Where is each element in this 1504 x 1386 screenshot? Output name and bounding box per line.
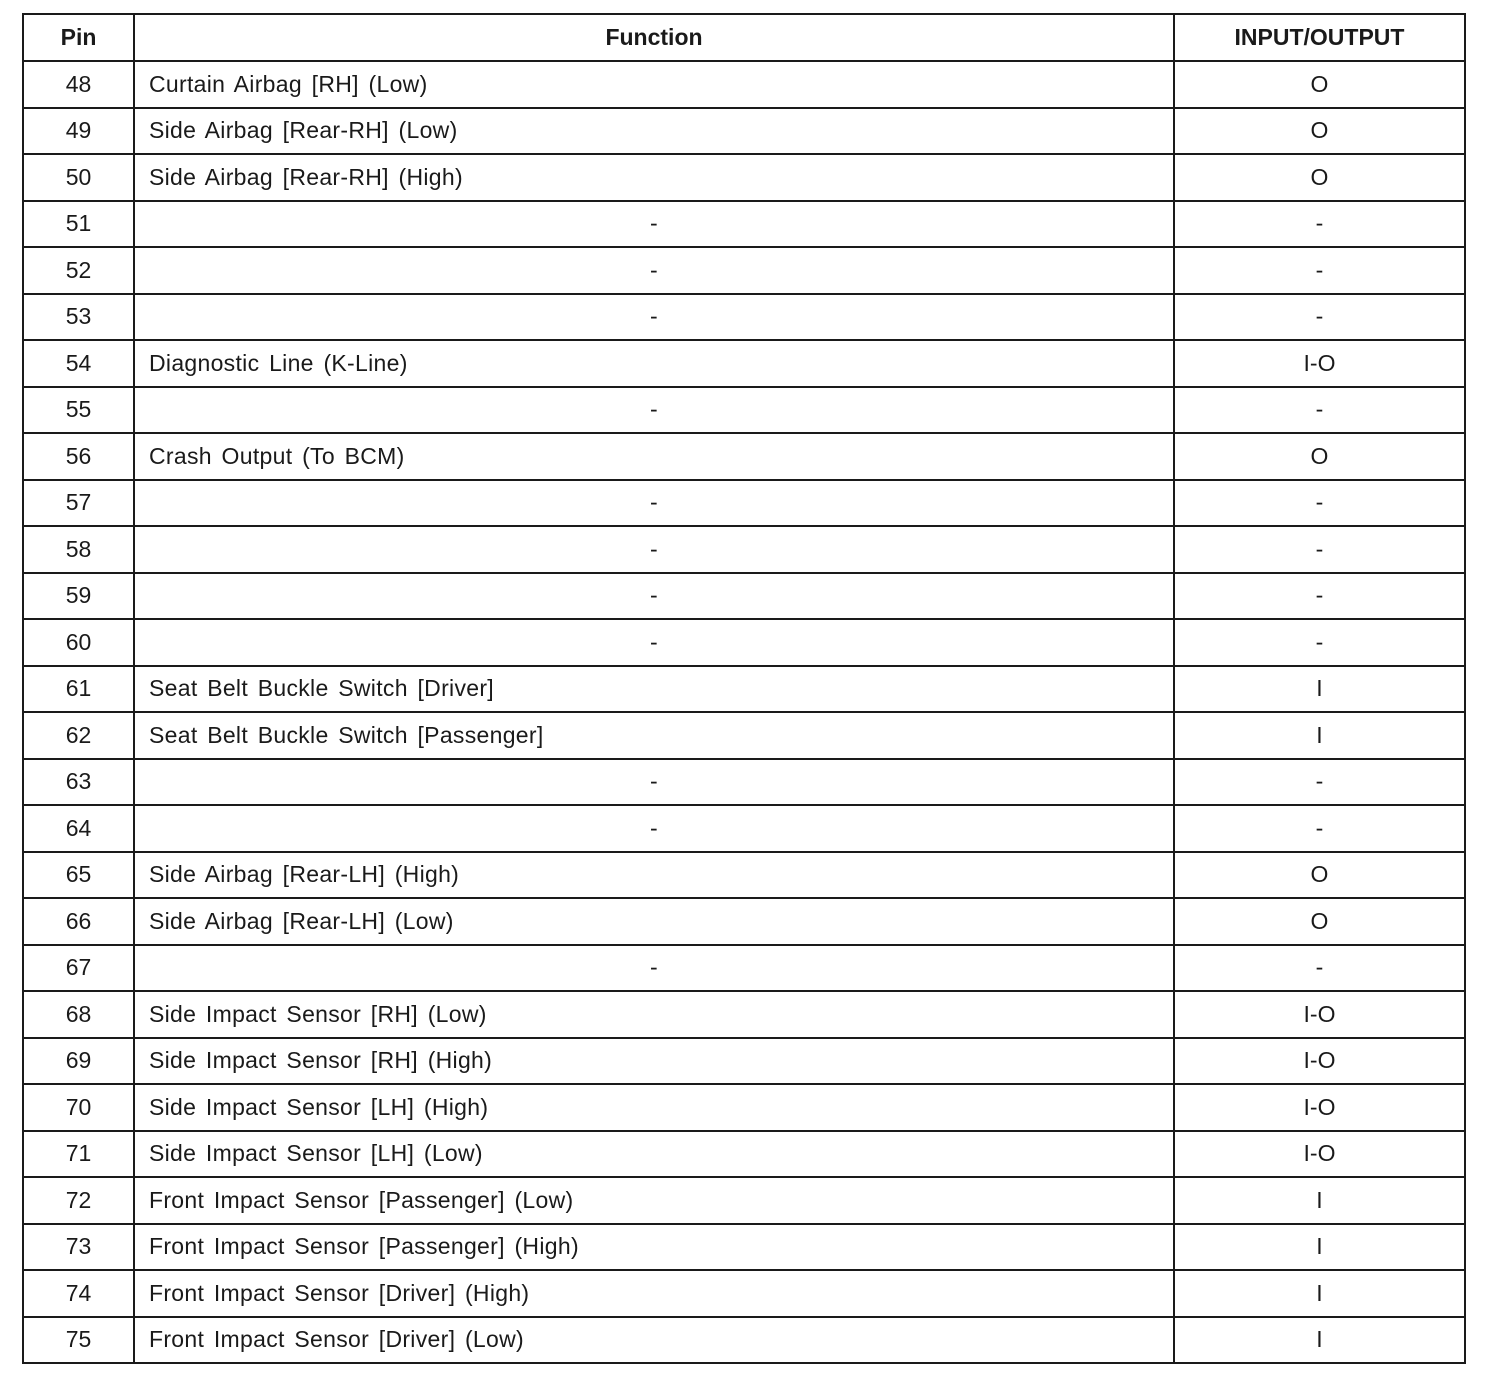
- function-cell: Seat Belt Buckle Switch [Passenger]: [134, 712, 1174, 759]
- table-row: [23, 387, 1465, 434]
- pin-number-cell: 60: [23, 619, 134, 666]
- pin-number-cell: 69: [23, 1038, 134, 1085]
- pin-number-cell: 70: [23, 1084, 134, 1131]
- function-cell: Front Impact Sensor [Passenger] (Low): [134, 1177, 1174, 1224]
- function-cell: -: [134, 480, 1174, 527]
- pin-number-cell: 59: [23, 573, 134, 620]
- pin-number-cell: 73: [23, 1224, 134, 1271]
- pin-number-cell: 51: [23, 201, 134, 248]
- table-row: [23, 1317, 1465, 1364]
- input-output-cell: I-O: [1174, 1131, 1465, 1178]
- function-cell: Side Airbag [Rear-LH] (Low): [134, 898, 1174, 945]
- table-row: [23, 201, 1465, 248]
- input-output-cell: I-O: [1174, 991, 1465, 1038]
- pin-number-cell: 54: [23, 340, 134, 387]
- header-pin: Pin: [23, 14, 134, 61]
- function-cell: -: [134, 201, 1174, 248]
- table-row: [23, 1038, 1465, 1085]
- function-cell: -: [134, 805, 1174, 852]
- function-cell: Crash Output (To BCM): [134, 433, 1174, 480]
- table-row: [23, 108, 1465, 155]
- table-row: [23, 991, 1465, 1038]
- pin-number-cell: 63: [23, 759, 134, 806]
- function-cell: Front Impact Sensor [Driver] (Low): [134, 1317, 1174, 1364]
- function-cell: -: [134, 294, 1174, 341]
- input-output-cell: -: [1174, 573, 1465, 620]
- input-output-cell: O: [1174, 154, 1465, 201]
- input-output-cell: -: [1174, 619, 1465, 666]
- table-row: [23, 945, 1465, 992]
- function-cell: Side Airbag [Rear-RH] (High): [134, 154, 1174, 201]
- input-output-cell: -: [1174, 805, 1465, 852]
- function-cell: -: [134, 573, 1174, 620]
- pin-number-cell: 68: [23, 991, 134, 1038]
- header-function: Function: [134, 14, 1174, 61]
- input-output-cell: O: [1174, 61, 1465, 108]
- function-cell: Diagnostic Line (K-Line): [134, 340, 1174, 387]
- pin-number-cell: 48: [23, 61, 134, 108]
- function-cell: Side Airbag [Rear-LH] (High): [134, 852, 1174, 899]
- table-row: [23, 573, 1465, 620]
- table-row: [23, 340, 1465, 387]
- input-output-cell: I: [1174, 1317, 1465, 1364]
- input-output-cell: -: [1174, 247, 1465, 294]
- function-cell: Seat Belt Buckle Switch [Driver]: [134, 666, 1174, 713]
- input-output-cell: O: [1174, 433, 1465, 480]
- input-output-cell: -: [1174, 294, 1465, 341]
- table-body: [23, 61, 1465, 1363]
- function-cell: Front Impact Sensor [Passenger] (High): [134, 1224, 1174, 1271]
- function-cell: Side Impact Sensor [RH] (High): [134, 1038, 1174, 1085]
- table-row: [23, 1131, 1465, 1178]
- pin-function-table: [22, 13, 1466, 1364]
- pin-number-cell: 65: [23, 852, 134, 899]
- input-output-cell: I: [1174, 666, 1465, 713]
- table-row: [23, 61, 1465, 108]
- input-output-cell: I: [1174, 1224, 1465, 1271]
- table-row: [23, 1177, 1465, 1224]
- pin-number-cell: 75: [23, 1317, 134, 1364]
- pin-number-cell: 71: [23, 1131, 134, 1178]
- pin-number-cell: 49: [23, 108, 134, 155]
- input-output-cell: I: [1174, 1270, 1465, 1317]
- function-cell: -: [134, 945, 1174, 992]
- function-cell: -: [134, 387, 1174, 434]
- table-row: [23, 247, 1465, 294]
- table-header-row: [23, 14, 1465, 61]
- function-cell: Side Impact Sensor [LH] (Low): [134, 1131, 1174, 1178]
- pin-number-cell: 58: [23, 526, 134, 573]
- table-row: [23, 294, 1465, 341]
- table-row: [23, 1084, 1465, 1131]
- pin-number-cell: 74: [23, 1270, 134, 1317]
- input-output-cell: -: [1174, 201, 1465, 248]
- input-output-cell: -: [1174, 387, 1465, 434]
- pin-number-cell: 53: [23, 294, 134, 341]
- function-cell: -: [134, 619, 1174, 666]
- pin-number-cell: 56: [23, 433, 134, 480]
- input-output-cell: I-O: [1174, 1038, 1465, 1085]
- pin-number-cell: 67: [23, 945, 134, 992]
- function-cell: Side Impact Sensor [LH] (High): [134, 1084, 1174, 1131]
- table-row: [23, 852, 1465, 899]
- function-cell: Curtain Airbag [RH] (Low): [134, 61, 1174, 108]
- table-row: [23, 898, 1465, 945]
- table-row: [23, 1224, 1465, 1271]
- function-cell: Side Airbag [Rear-RH] (Low): [134, 108, 1174, 155]
- pin-number-cell: 50: [23, 154, 134, 201]
- input-output-cell: I: [1174, 712, 1465, 759]
- table-row: [23, 712, 1465, 759]
- function-cell: Side Impact Sensor [RH] (Low): [134, 991, 1174, 1038]
- table-row: [23, 480, 1465, 527]
- pin-number-cell: 57: [23, 480, 134, 527]
- pin-number-cell: 66: [23, 898, 134, 945]
- function-cell: -: [134, 759, 1174, 806]
- pin-number-cell: 52: [23, 247, 134, 294]
- table-row: [23, 666, 1465, 713]
- function-cell: Front Impact Sensor [Driver] (High): [134, 1270, 1174, 1317]
- function-cell: -: [134, 247, 1174, 294]
- table-row: [23, 526, 1465, 573]
- table-row: [23, 433, 1465, 480]
- table-row: [23, 619, 1465, 666]
- input-output-cell: O: [1174, 898, 1465, 945]
- pin-number-cell: 64: [23, 805, 134, 852]
- table-row: [23, 154, 1465, 201]
- input-output-cell: O: [1174, 852, 1465, 899]
- input-output-cell: -: [1174, 945, 1465, 992]
- pin-number-cell: 72: [23, 1177, 134, 1224]
- pin-number-cell: 55: [23, 387, 134, 434]
- input-output-cell: I-O: [1174, 1084, 1465, 1131]
- input-output-cell: I-O: [1174, 340, 1465, 387]
- input-output-cell: -: [1174, 759, 1465, 806]
- table-row: [23, 759, 1465, 806]
- pin-number-cell: 61: [23, 666, 134, 713]
- header-input-output: INPUT/OUTPUT: [1174, 14, 1465, 61]
- pin-table-container: [22, 13, 1464, 1364]
- function-cell: -: [134, 526, 1174, 573]
- table-row: [23, 805, 1465, 852]
- input-output-cell: -: [1174, 526, 1465, 573]
- table-row: [23, 1270, 1465, 1317]
- input-output-cell: I: [1174, 1177, 1465, 1224]
- pin-number-cell: 62: [23, 712, 134, 759]
- input-output-cell: O: [1174, 108, 1465, 155]
- input-output-cell: -: [1174, 480, 1465, 527]
